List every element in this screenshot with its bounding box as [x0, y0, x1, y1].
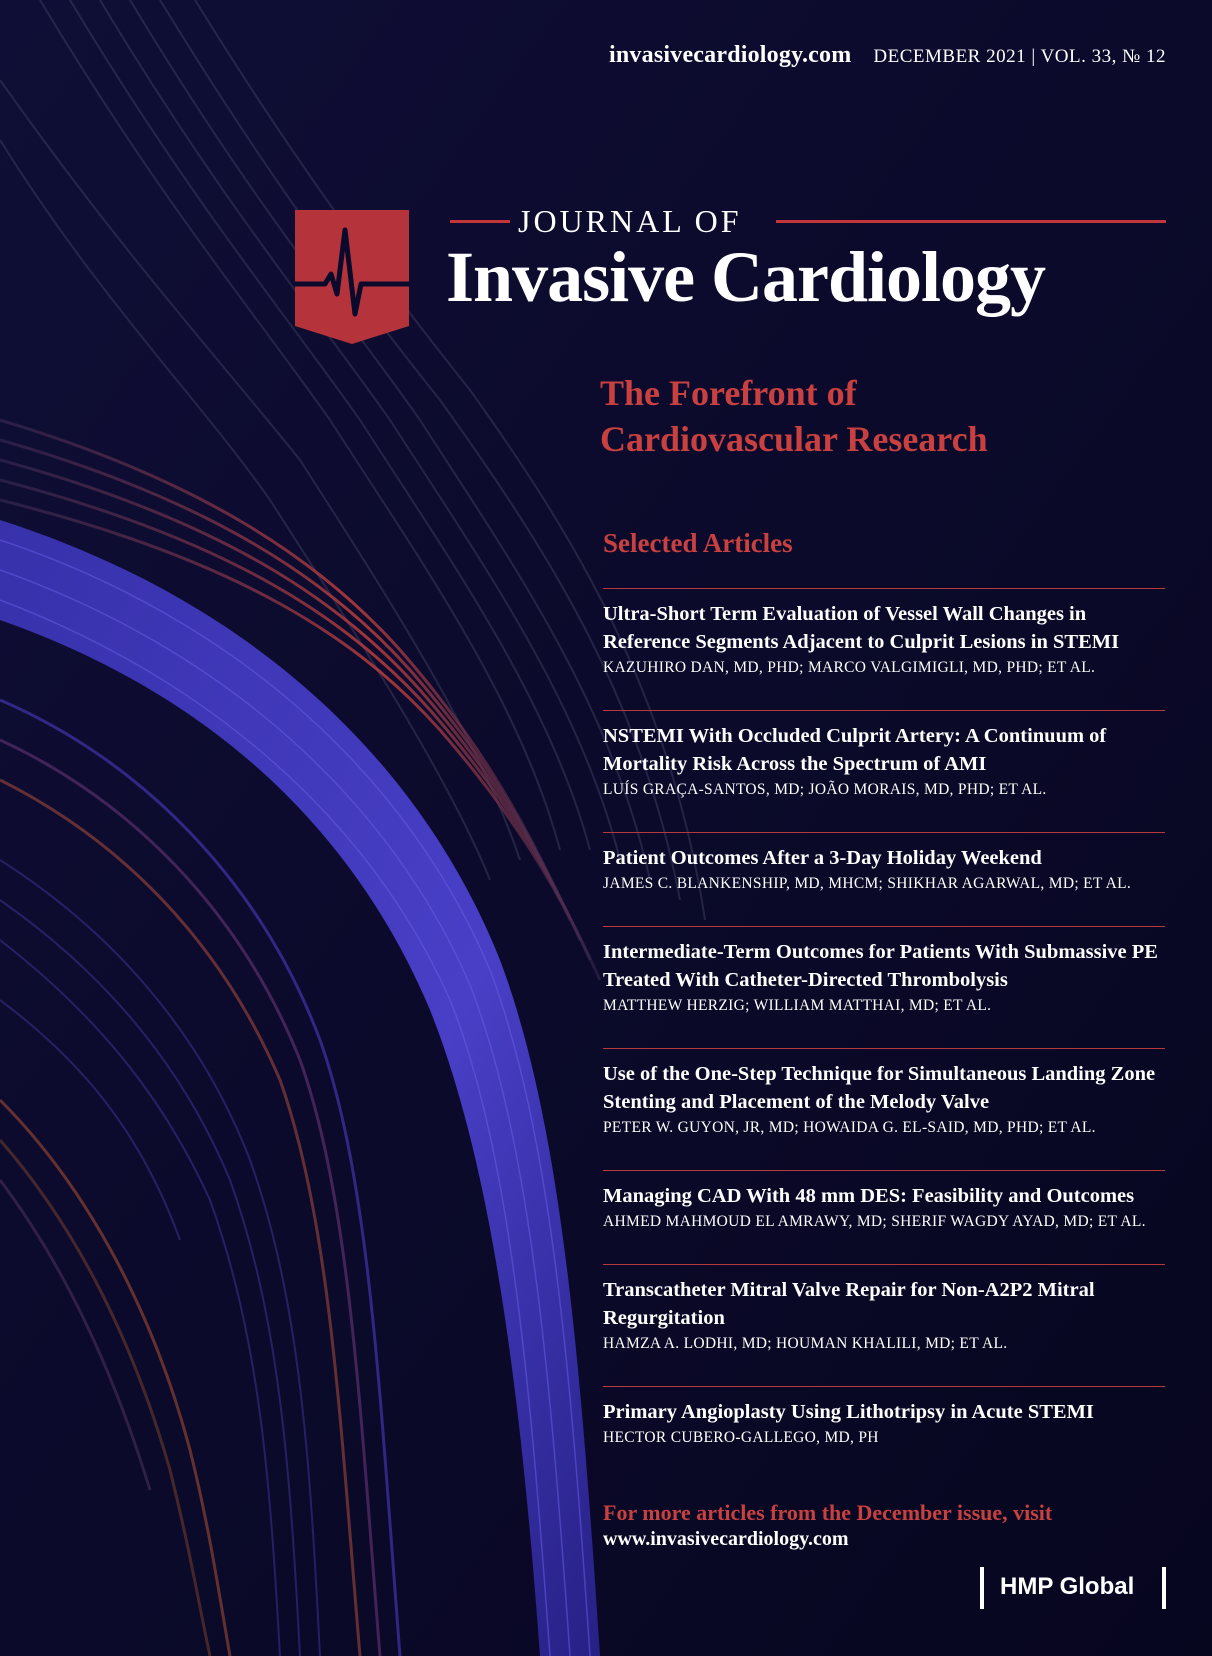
article-title[interactable]: NSTEMI With Occluded Culprit Artery: A Continuum of Mortality Risk Across the Spectrum of AMI [603, 725, 1107, 775]
journal-title: Invasive Cardiology [446, 237, 1046, 317]
footer-url-link[interactable]: www.invasivecardiology.com [603, 1528, 849, 1550]
article-authors: HAMZA A. LODHI, MD; HOUMAN KHALILI, MD; ET AL. [603, 1335, 1008, 1352]
article-title[interactable]: Ultra-Short Term Evaluation of Vessel Wall Changes in Reference Segments Adjacent to Culprit Lesions in STEMI [603, 603, 1120, 653]
masthead-rule-right [776, 220, 1166, 223]
issue-info: DECEMBER 2021 | VOL. 33, № 12 [873, 46, 1166, 67]
article-item[interactable] [603, 1048, 1165, 1170]
tagline [600, 370, 988, 462]
tagline-line-1: The Forefront of [600, 373, 857, 413]
article-authors: LUÍS GRAÇA-SANTOS, MD; JOÃO MORAIS, MD, PHD; ET AL. [603, 781, 1047, 798]
tagline-line-2: Cardiovascular Research [600, 419, 988, 459]
article-item[interactable] [603, 926, 1165, 1048]
article-authors: JAMES C. BLANKENSHIP, MD, MHCM; SHIKHAR AGARWAL, MD; ET AL. [603, 875, 1132, 892]
article-title[interactable]: Patient Outcomes After a 3-Day Holiday Weekend [603, 847, 1042, 869]
article-list [603, 588, 1165, 1480]
publisher-name: HMP Global [1000, 1573, 1135, 1600]
article-authors: PETER W. GUYON, JR, MD; HOWAIDA G. EL-SAID, MD, PHD; ET AL. [603, 1119, 1096, 1136]
article-item[interactable] [603, 588, 1165, 710]
article-item[interactable] [603, 1170, 1165, 1264]
article-authors: AHMED MAHMOUD EL AMRAWY, MD; SHERIF WAGDY AYAD, MD; ET AL. [603, 1213, 1146, 1230]
ekg-heartbeat-icon [295, 210, 409, 344]
article-title[interactable]: Managing CAD With 48 mm DES: Feasibility and Outcomes [603, 1185, 1135, 1207]
masthead-rule-left [450, 220, 510, 223]
site-url[interactable]: invasivecardiology.com [609, 42, 852, 68]
article-title[interactable]: Primary Angioplasty Using Lithotripsy in Acute STEMI [603, 1401, 1094, 1423]
masthead-top-rule [450, 203, 1166, 239]
article-authors: HECTOR CUBERO-GALLEGO, MD, PH [603, 1429, 879, 1446]
publisher-bar-right [1162, 1567, 1166, 1609]
article-item[interactable] [603, 832, 1165, 926]
footer-callout [603, 1500, 1052, 1551]
article-title[interactable]: Intermediate-Term Outcomes for Patients With Submassive PE Treated With Catheter-Directed Thrombolysis [603, 941, 1158, 991]
journal-of-label: JOURNAL OF [518, 203, 742, 239]
article-item[interactable] [603, 1264, 1165, 1386]
article-authors: MATTHEW HERZIG; WILLIAM MATTHAI, MD; ET AL. [603, 997, 992, 1014]
article-authors: KAZUHIRO DAN, MD, PHD; MARCO VALGIMIGLI, MD, PHD; ET AL. [603, 659, 1096, 676]
issue-header [609, 42, 1166, 69]
article-item[interactable] [603, 1386, 1165, 1480]
article-title[interactable]: Transcatheter Mitral Valve Repair for Non-A2P2 Mitral Regurgitation [603, 1279, 1095, 1329]
publisher-bar-left [980, 1567, 984, 1609]
footer-cta: For more articles from the December issue, visit [603, 1500, 1053, 1525]
article-title[interactable]: Use of the One-Step Technique for Simultaneous Landing Zone Stenting and Placement of the Melody Valve [603, 1063, 1156, 1113]
section-title: Selected Articles [603, 528, 793, 558]
publisher-logo [980, 1567, 1166, 1609]
article-item[interactable] [603, 710, 1165, 832]
